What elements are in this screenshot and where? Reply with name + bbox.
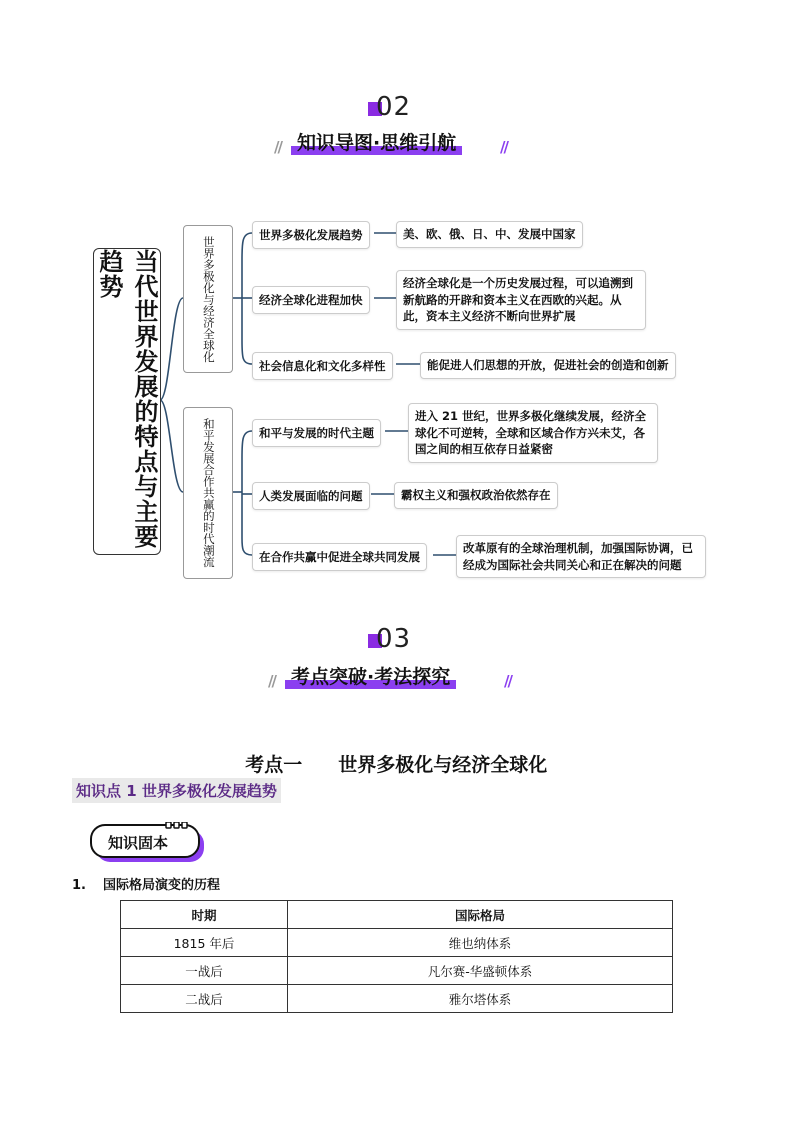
leaf-human-problems <box>394 482 558 509</box>
branch-2-label: 和平发展合作共赢的时代潮流 <box>201 418 216 568</box>
slash-right: // <box>504 672 511 690</box>
leaf-text: 经济全球化是一个历史发展过程，可以追溯到新航路的开辟和资本主义在西欧的兴起。从此，资本主义经济不断向世界扩展 <box>403 276 633 324</box>
table-cell: 雅尔塔体系 <box>288 985 673 1013</box>
node-label: 在合作共赢中促进全球共同发展 <box>259 550 420 564</box>
node-win-win <box>252 543 427 571</box>
table-row <box>121 985 673 1013</box>
leaf-text: 改革原有的全球治理机制，加强国际协调，已经成为国际社会共同关心和正在解决的问题 <box>463 541 693 572</box>
node-label: 经济全球化进程加快 <box>259 293 363 307</box>
slash-right: // <box>500 138 507 156</box>
leaf-text: 能促进人们思想的开放，促进社会的创造和创新 <box>427 358 669 372</box>
leaf-globalization <box>396 270 646 330</box>
mindmap-branch-2 <box>183 407 233 579</box>
node-peace-development <box>252 419 381 447</box>
leaf-text: 美、欧、俄、日、中、发展中国家 <box>403 227 576 241</box>
question-number: 1. <box>72 878 86 893</box>
table-header: 国际格局 <box>288 901 673 929</box>
knowledge-badge <box>88 822 208 864</box>
table-header: 时期 <box>121 901 288 929</box>
question-text: 国际格局演变的历程 <box>103 878 221 893</box>
node-label: 社会信息化和文化多样性 <box>259 359 386 373</box>
leaf-win-win <box>456 535 706 578</box>
node-multipolarity <box>252 221 370 249</box>
leaf-informatization <box>420 352 676 379</box>
section-number-text: 02 <box>376 92 412 122</box>
leaf-multipolarity <box>396 221 583 248</box>
topic-label: 考点一 <box>245 754 303 776</box>
knowledge-point-text: 知识点 1 世界多极化发展趋势 <box>76 782 277 800</box>
table-cell: 凡尔赛-华盛顿体系 <box>288 957 673 985</box>
table-cell: 一战后 <box>121 957 288 985</box>
mindmap-root <box>93 248 161 555</box>
section-title-text: 知识导图·思维引航 <box>297 132 457 154</box>
branch-1-label: 世界多极化与经济全球化 <box>201 235 216 363</box>
node-informatization <box>252 352 393 380</box>
question-heading <box>72 874 220 893</box>
badge-text: 知识固本 <box>108 834 169 852</box>
section-title <box>291 662 450 689</box>
table-header-row <box>121 901 673 929</box>
section-title-text: 考点突破·考法探究 <box>291 666 451 688</box>
table-row <box>121 929 673 957</box>
mindmap-root-text: 当代世界发展的特点与主要趋势 <box>95 249 158 549</box>
table-cell: 1815 年后 <box>121 929 288 957</box>
node-label: 和平与发展的时代主题 <box>259 426 374 440</box>
leaf-text: 霸权主义和强权政治依然存在 <box>401 488 551 502</box>
pattern-table <box>120 900 673 1013</box>
slash-left: // <box>274 138 281 156</box>
mindmap-branch-1 <box>183 225 233 373</box>
topic-title: 世界多极化与经济全球化 <box>338 754 548 776</box>
leaf-peace-development <box>408 403 658 463</box>
leaf-text: 进入 21 世纪，世界多极化继续发展，经济全球化不可逆转，全球和区域合作方兴未艾，各国之间的相互依存日益紧密 <box>415 409 647 457</box>
node-human-problems <box>252 482 370 510</box>
node-label: 人类发展面临的问题 <box>259 489 363 503</box>
table-row <box>121 957 673 985</box>
section-number <box>376 624 411 654</box>
node-label: 世界多极化发展趋势 <box>259 228 363 242</box>
slash-left: // <box>268 672 275 690</box>
table-cell: 维也纳体系 <box>288 929 673 957</box>
node-globalization <box>252 286 370 314</box>
knowledge-point-heading <box>72 778 281 803</box>
table-cell: 二战后 <box>121 985 288 1013</box>
topic-heading <box>232 728 547 777</box>
section-number-text: 03 <box>376 624 412 654</box>
